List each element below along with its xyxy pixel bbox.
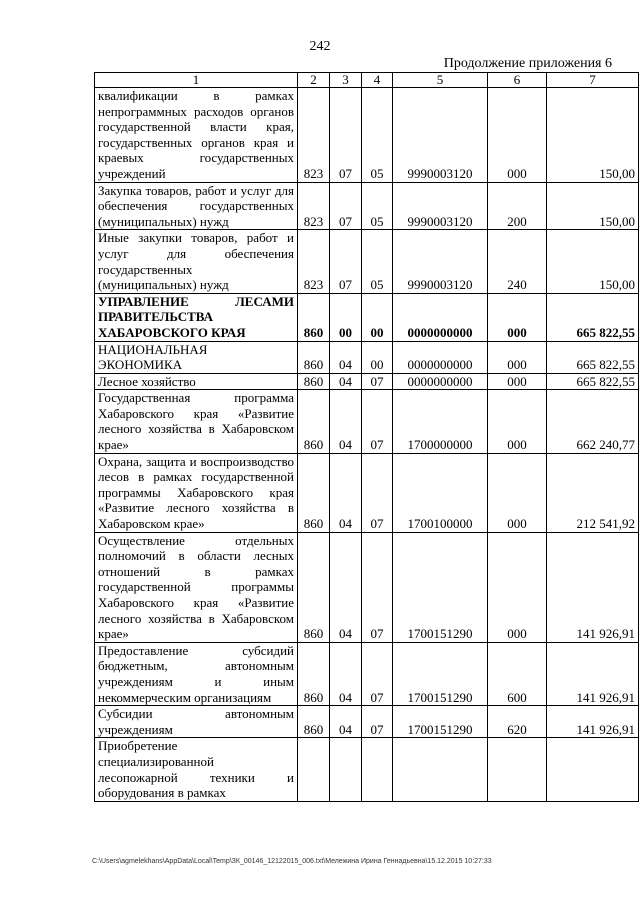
row-value-cell-c2: 823 bbox=[298, 230, 330, 293]
row-value-cell-c2 bbox=[298, 738, 330, 802]
row-name-cell: Лесное хозяйство bbox=[95, 373, 298, 390]
row-value-cell-c3: 07 bbox=[330, 88, 362, 183]
row-value-cell-c4: 00 bbox=[362, 293, 393, 341]
row-value-cell-c3: 04 bbox=[330, 373, 362, 390]
row-value-cell-c4: 00 bbox=[362, 341, 393, 373]
row-value-cell-c2: 823 bbox=[298, 88, 330, 183]
column-header: 3 bbox=[330, 73, 362, 88]
row-value-cell-c6: 000 bbox=[488, 293, 547, 341]
row-value-cell-c2: 860 bbox=[298, 532, 330, 642]
appendix-continuation-note: Продолжение приложения 6 bbox=[443, 56, 612, 71]
row-value-cell-c4: 07 bbox=[362, 453, 393, 532]
row-value-cell-c5: 1700151290 bbox=[393, 532, 488, 642]
row-name-cell: УПРАВЛЕНИЕ ЛЕСАМИ ПРАВИТЕЛЬСТВА ХАБАРОВСКОГО КРАЯ bbox=[95, 293, 298, 341]
column-header: 1 bbox=[95, 73, 298, 88]
row-value-cell-c4: 07 bbox=[362, 373, 393, 390]
row-value-cell-c5: 9990003120 bbox=[393, 230, 488, 293]
row-value-cell-c3 bbox=[330, 738, 362, 802]
row-value-cell-c7: 150,00 bbox=[547, 230, 639, 293]
row-value-cell-c4: 07 bbox=[362, 706, 393, 738]
row-value-cell-c5: 1700151290 bbox=[393, 706, 488, 738]
row-value-cell-c7: 150,00 bbox=[547, 88, 639, 183]
row-value-cell-c6: 200 bbox=[488, 182, 547, 230]
column-header: 4 bbox=[362, 73, 393, 88]
row-value-cell-c3: 04 bbox=[330, 341, 362, 373]
row-value-cell-c6 bbox=[488, 738, 547, 802]
table-row bbox=[95, 642, 639, 705]
row-value-cell-c6: 000 bbox=[488, 88, 547, 183]
table-row bbox=[95, 88, 639, 183]
row-value-cell-c3: 04 bbox=[330, 453, 362, 532]
row-value-cell-c5 bbox=[393, 738, 488, 802]
row-name-cell: Субсидии автономным учреждениям bbox=[95, 706, 298, 738]
row-value-cell-c3: 04 bbox=[330, 642, 362, 705]
row-value-cell-c5: 9990003120 bbox=[393, 88, 488, 183]
row-value-cell-c2: 860 bbox=[298, 390, 330, 453]
row-value-cell-c7: 141 926,91 bbox=[547, 532, 639, 642]
column-header: 2 bbox=[298, 73, 330, 88]
row-value-cell-c2: 823 bbox=[298, 182, 330, 230]
table-row bbox=[95, 341, 639, 373]
row-value-cell-c3: 04 bbox=[330, 532, 362, 642]
row-value-cell-c6: 000 bbox=[488, 341, 547, 373]
row-value-cell-c5: 0000000000 bbox=[393, 373, 488, 390]
row-name-cell: Государственная программа Хабаровского края «Развитие лесного хозяйства в Хабаровском крае» bbox=[95, 390, 298, 453]
table-row bbox=[95, 706, 639, 738]
row-value-cell-c7 bbox=[547, 738, 639, 802]
row-value-cell-c4: 05 bbox=[362, 88, 393, 183]
budget-table bbox=[94, 72, 639, 802]
table-row bbox=[95, 738, 639, 802]
row-name-cell: Приобретение специализированной лесопожарной техники и оборудования в рамках bbox=[95, 738, 298, 802]
column-header: 7 bbox=[547, 73, 639, 88]
row-value-cell-c5: 1700000000 bbox=[393, 390, 488, 453]
row-value-cell-c2: 860 bbox=[298, 642, 330, 705]
row-name-cell: Иные закупки товаров, работ и услуг для обеспечения государственных (муниципальных) нужд bbox=[95, 230, 298, 293]
row-value-cell-c5: 1700151290 bbox=[393, 642, 488, 705]
row-value-cell-c6: 620 bbox=[488, 706, 547, 738]
row-name-cell: НАЦИОНАЛЬНАЯ ЭКОНОМИКА bbox=[95, 341, 298, 373]
footer-file-path: C:\Users\agmelekhans\AppData\Local\Temp\ЗК_00146_12122015_006.txt\Мележина Ирина Геннадьевна\15.12.2015 10:27:33 bbox=[92, 858, 492, 865]
row-value-cell-c3: 04 bbox=[330, 706, 362, 738]
row-value-cell-c7: 665 822,55 bbox=[547, 373, 639, 390]
row-value-cell-c4: 07 bbox=[362, 390, 393, 453]
row-value-cell-c4 bbox=[362, 738, 393, 802]
row-value-cell-c3: 07 bbox=[330, 230, 362, 293]
row-value-cell-c6: 240 bbox=[488, 230, 547, 293]
row-value-cell-c4: 05 bbox=[362, 182, 393, 230]
row-value-cell-c5: 1700100000 bbox=[393, 453, 488, 532]
row-value-cell-c4: 07 bbox=[362, 642, 393, 705]
row-value-cell-c5: 0000000000 bbox=[393, 341, 488, 373]
row-value-cell-c7: 665 822,55 bbox=[547, 293, 639, 341]
row-value-cell-c7: 662 240,77 bbox=[547, 390, 639, 453]
row-value-cell-c3: 07 bbox=[330, 182, 362, 230]
row-name-cell: Охрана, защита и воспроизводство лесов в рамках государственной программы Хабаровского края «Развитие лесного хозяйства в Хабаровском крае» bbox=[95, 453, 298, 532]
page-number: 242 bbox=[309, 39, 331, 54]
row-value-cell-c6: 000 bbox=[488, 390, 547, 453]
column-header: 5 bbox=[393, 73, 488, 88]
row-value-cell-c7: 665 822,55 bbox=[547, 341, 639, 373]
row-value-cell-c2: 860 bbox=[298, 341, 330, 373]
row-value-cell-c2: 860 bbox=[298, 706, 330, 738]
row-value-cell-c7: 141 926,91 bbox=[547, 706, 639, 738]
column-header: 6 bbox=[488, 73, 547, 88]
row-value-cell-c4: 05 bbox=[362, 230, 393, 293]
table-row bbox=[95, 182, 639, 230]
table-row bbox=[95, 293, 639, 341]
table-header-row bbox=[95, 73, 639, 88]
table-row bbox=[95, 390, 639, 453]
row-value-cell-c3: 00 bbox=[330, 293, 362, 341]
row-value-cell-c4: 07 bbox=[362, 532, 393, 642]
row-value-cell-c7: 150,00 bbox=[547, 182, 639, 230]
row-value-cell-c6: 000 bbox=[488, 453, 547, 532]
row-value-cell-c5: 9990003120 bbox=[393, 182, 488, 230]
row-value-cell-c2: 860 bbox=[298, 373, 330, 390]
table-row bbox=[95, 230, 639, 293]
row-value-cell-c7: 212 541,92 bbox=[547, 453, 639, 532]
row-name-cell: Предоставление субсидий бюджетным, автономным учреждениям и иным некоммерческим организациям bbox=[95, 642, 298, 705]
row-name-cell: Закупка товаров, работ и услуг для обеспечения государственных (муниципальных) нужд bbox=[95, 182, 298, 230]
row-name-cell: квалификации в рамках непрограммных расходов органов государственной власти края, государственных органов края и краевых государственных учреждений bbox=[95, 88, 298, 183]
table-row bbox=[95, 532, 639, 642]
row-name-cell: Осуществление отдельных полномочий в области лесных отношений в рамках государственной программы Хабаровского края «Развитие лесного хозяйства в Хабаровском крае» bbox=[95, 532, 298, 642]
table-body bbox=[95, 88, 639, 802]
row-value-cell-c2: 860 bbox=[298, 453, 330, 532]
table-row bbox=[95, 373, 639, 390]
row-value-cell-c6: 000 bbox=[488, 532, 547, 642]
table-row bbox=[95, 453, 639, 532]
row-value-cell-c6: 000 bbox=[488, 373, 547, 390]
row-value-cell-c3: 04 bbox=[330, 390, 362, 453]
row-value-cell-c7: 141 926,91 bbox=[547, 642, 639, 705]
row-value-cell-c6: 600 bbox=[488, 642, 547, 705]
row-value-cell-c5: 0000000000 bbox=[393, 293, 488, 341]
row-value-cell-c2: 860 bbox=[298, 293, 330, 341]
